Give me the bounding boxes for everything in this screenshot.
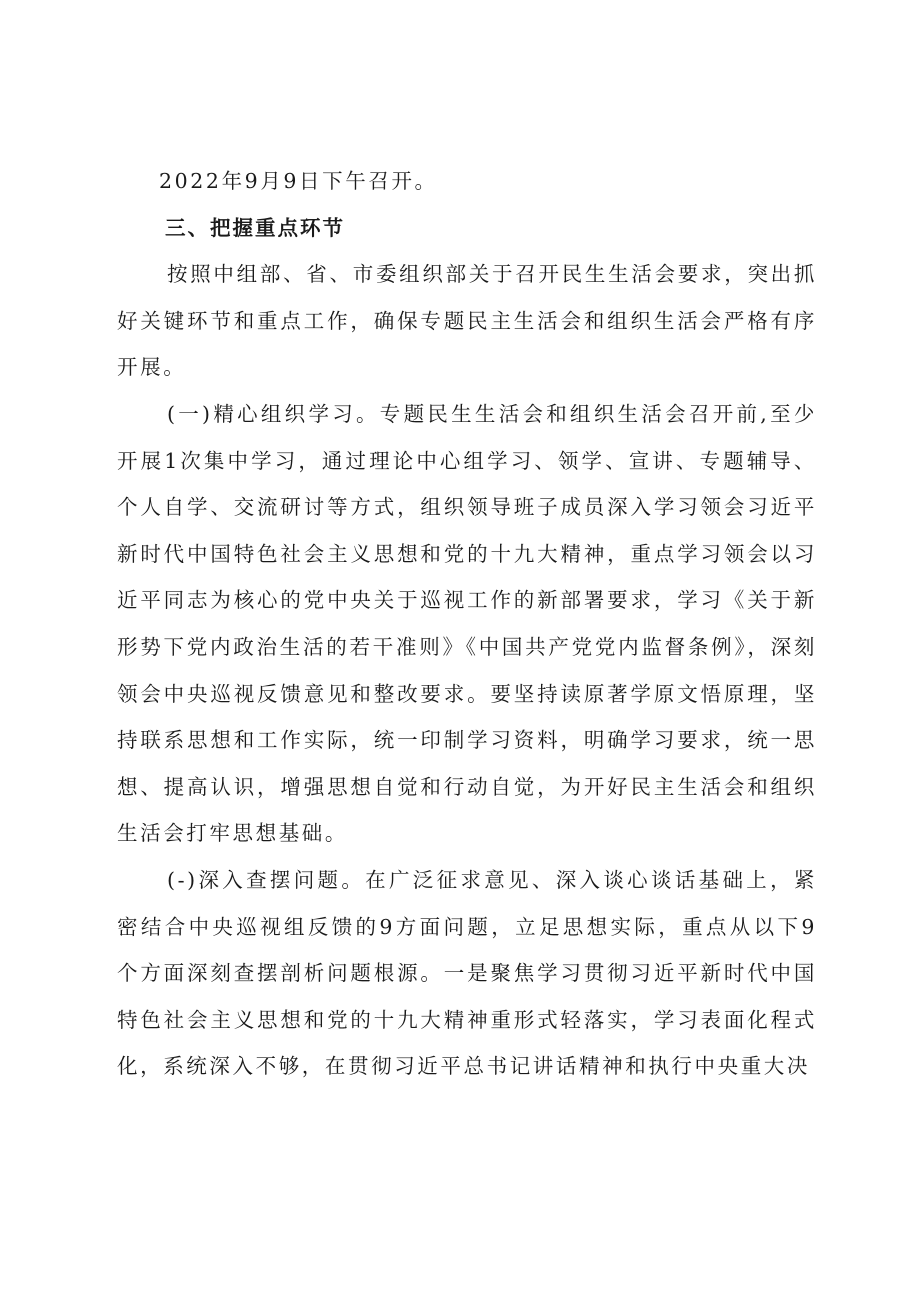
intro-line: 2022年9月9日下午召开。 (159, 169, 438, 193)
paragraph-2: (一)精心组织学习。专题民生生活会和组织生活会召开前,至少开展1次集中学习，通过理论中心组学习、领学、宣讲、专题辅导、个人自学、交流研讨等方式，组织领导班子成员深入学习领会习近平新时代中国特色社会主义思想和党的十九大精神，重点学习领会以习近平同志为核心的党中央关于巡视工作的新部署要求，学习《关于新形势下党内政治生活的若干准则》《中国共产党党内监督条例》，深刻领会中央巡视反馈意见和整改要求。要坚持读原著学原文悟原理，坚持联系思想和工作实际，统一印制学习资料，明确学习要求，统一思想、提高认识，增强思想自觉和行动自觉，为开好民主生活会和组织生活会打牢思想基础。 (117, 401, 817, 846)
paragraph-3: (-)深入查摆问题。在广泛征求意见、深入谈心谈话基础上，紧密结合中央巡视组反馈的9方面问题，立足思想实际，重点从以下9个方面深刻查摆剖析问题根源。一是聚焦学习贯彻习近平新时代中国特色社会主义思想和党的十九大精神重形式轻落实，学习表面化程式化，系统深入不够，在贯彻习近平总书记讲话精神和执行中央重大决 (117, 867, 817, 1079)
section-heading: 三、把握重点环节 (165, 215, 345, 240)
document-body (117, 158, 817, 1090)
paragraph-1: 按照中组部、省、市委组织部关于召开民生生活会要求，突出抓好关键环节和重点工作，确保专题民主生活会和组织生活会严格有序开展。 (117, 262, 817, 380)
